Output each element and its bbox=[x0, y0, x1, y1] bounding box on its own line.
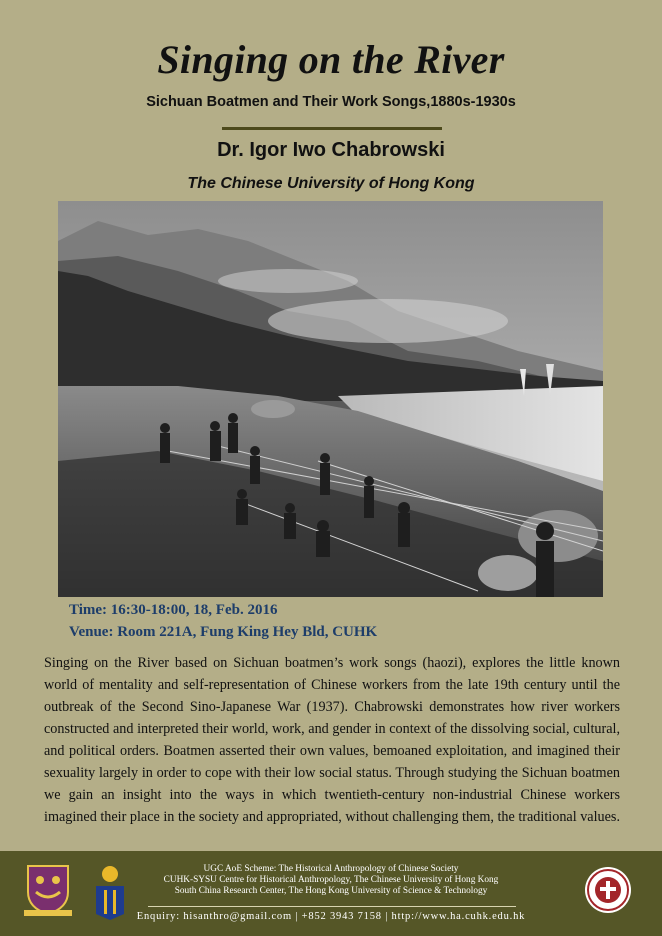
event-venue: Venue: Room 221A, Fung King Hey Bld, CUHK bbox=[69, 624, 378, 640]
event-time: Time: 16:30-18:00, 18, Feb. 2016 bbox=[69, 602, 278, 618]
poster-subtitle: Sichuan Boatmen and Their Work Songs,1880s-1930s bbox=[146, 94, 516, 110]
footer-enquiry: Enquiry: hisanthro@gmail.com | +852 3943 7158 | http://www.ha.cuhk.edu.hk bbox=[136, 911, 526, 922]
speaker-name: Dr. Igor Iwo Chabrowski bbox=[217, 139, 445, 161]
title-divider bbox=[222, 127, 442, 130]
footer-divider bbox=[148, 906, 516, 907]
sysu-seal-icon bbox=[584, 866, 632, 914]
footer-line-3: South China Research Center, The Hong Kong University of Science & Technology bbox=[174, 886, 488, 896]
talk-abstract: Singing on the River based on Sichuan boatmen’s work songs (haozi), explores the little known world of mentality and self-representation of Chinese workers from the late 19th century until the outbreak of the Second Sino-Japanese War (1937). Chabrowski demonstrates how river workers constructed and interpreted their world, work, and gender in context of the dissolving social, cultural, and political orders. Boatmen asserted their own values, bemoaned exploitation, and imagined their sexuality largely in order to cope with their low social status. Through studying the Sichuan boatmen we gain an insight into the ways in which twentieth-century non-industrial Chinese workers imagined their place in the society and appropriated, without challenging them, the traditional values. bbox=[44, 655, 620, 825]
footer-line-1: UGC AoE Scheme: The Historical Anthropology of Chinese Society bbox=[203, 864, 459, 874]
poster-title: Singing on the River bbox=[157, 37, 505, 82]
cuhk-crest-icon bbox=[20, 862, 76, 918]
speaker-affiliation: The Chinese University of Hong Kong bbox=[187, 175, 475, 192]
footer-organizers bbox=[120, 864, 542, 897]
footer-line-2: CUHK-SYSU Centre for Historical Anthropology, The Chinese University of Hong Kong bbox=[163, 875, 499, 885]
boatmen-photo-illustration bbox=[58, 201, 603, 597]
boatmen-photo bbox=[58, 201, 603, 597]
